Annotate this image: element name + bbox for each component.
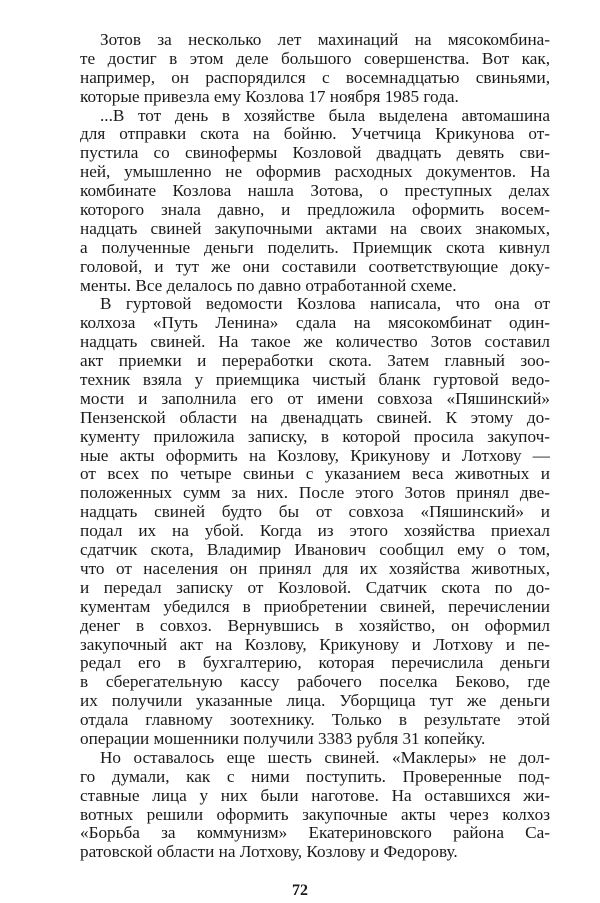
text-line: надцать свиней закупочными актами на своих знакомых,: [80, 218, 550, 238]
text-line: что от населения он принял для их хозяйства животных,: [80, 558, 550, 578]
text-line: кументам убедился в приобретении свиней, перечислении: [80, 596, 550, 616]
text-line: подал их на убой. Когда из этого хозяйства приехал: [80, 521, 550, 541]
text-line: Пензенской области на двенадцать свиней. К этому до-: [80, 407, 550, 427]
text-line: надцать свиней. На такое же количество Зотов составил: [80, 332, 550, 352]
text-line: головой, и тут же они составили соответствующие доку-: [80, 256, 550, 276]
text-line: ные акты оформить на Козлову, Крикунову и Лотхову —: [80, 445, 550, 465]
text-line: сдатчик скота, Владимир Иванович сообщил ему о том,: [80, 540, 550, 560]
text-line: ...В тот день в хозяйстве была выделена автомашина: [100, 105, 550, 125]
text-line: закупочный акт на Козлову, Крикунову и Лотхову и пе-: [80, 634, 550, 654]
text-line: которого знала давно, и предложила оформить восем-: [80, 200, 550, 220]
paragraph: [80, 31, 550, 107]
text-line: и передал записку от Козловой. Сдатчик скота по до-: [80, 577, 550, 597]
paragraph: [80, 749, 550, 862]
text-line: редал его в бухгалтерию, которая перечислила деньги: [80, 653, 550, 673]
page-number: 72: [292, 882, 308, 899]
text-line: В гуртовой ведомости Козлова написала, что она от: [100, 294, 550, 314]
text-line: комбинате Козлова нашла Зотова, о преступных делах: [80, 181, 550, 201]
text-line: операции мошенники получили 3383 рубля 31 копейку.: [80, 728, 486, 748]
text-line: кументу приложила записку, в которой просила закупоч-: [80, 426, 550, 446]
text-line: колхоза «Путь Ленина» сдала на мясокомбинат один-: [80, 313, 550, 333]
text-line: надцать свиней будто бы от совхоза «Пяшинский» и: [80, 502, 550, 522]
text-line: а полученные деньги поделить. Приемщик скота кивнул: [80, 237, 550, 257]
text-line: акт приемки и переработки скота. Затем главный зоо-: [80, 351, 550, 371]
text-line: для отправки скота на бойню. Учетчица Крикунова от-: [80, 124, 550, 144]
text-line: отдала главному зоотехнику. Только в результате этой: [80, 710, 550, 730]
text-line: «Борьба за коммунизм» Екатериновского района Са-: [80, 823, 550, 843]
text-line: го думали, как с ними поступить. Проверенные под-: [80, 766, 550, 786]
body-text: [80, 31, 550, 862]
text-line: Зотов за несколько лет махинаций на мясокомбина-: [100, 30, 550, 49]
text-line: их получили указанные лица. Уборщица тут же деньги: [80, 691, 550, 711]
text-line: от всех по четыре свиньи с указанием веса животных и: [80, 464, 550, 484]
text-line: например, он распорядился с восемнадцатью свиньями,: [80, 67, 550, 87]
text-line: ратовской области на Лотхову, Козлову и Федорову.: [80, 842, 458, 862]
text-line: те достиг в этом деле большого совершенства. Вот как,: [80, 48, 550, 68]
text-line: положенных сумм за них. После этого Зотов принял две-: [80, 483, 550, 503]
text-line: которые привезла ему Козлова 17 ноября 1985 года.: [80, 86, 459, 106]
text-line: мости и заполнила его от имени совхоза «Пяшинский»: [80, 388, 550, 408]
paragraph: [80, 107, 550, 296]
text-line: ней, умышленно не оформив расходных документов. На: [80, 162, 550, 182]
text-line: в сберегательную кассу рабочего поселка Беково, где: [80, 672, 550, 692]
text-line: вотных решили оформить закупочные акты через колхоз: [80, 804, 550, 824]
text-line: техник взяла у приемщика чистый бланк гуртовой ведо-: [80, 370, 550, 390]
text-line: ставные лица у них были наготове. На оставшихся жи-: [80, 785, 550, 805]
paragraph: [80, 295, 550, 748]
text-line: менты. Все делалось по давно отработанной схеме.: [80, 275, 457, 295]
text-line: пустила со свинофермы Козловой двадцать девять сви-: [80, 143, 550, 163]
text-line: Но оставалось еще шесть свиней. «Маклеры» не дол-: [100, 747, 550, 767]
text-line: денег в совхоз. Вернувшись в хозяйство, он оформил: [80, 615, 550, 635]
